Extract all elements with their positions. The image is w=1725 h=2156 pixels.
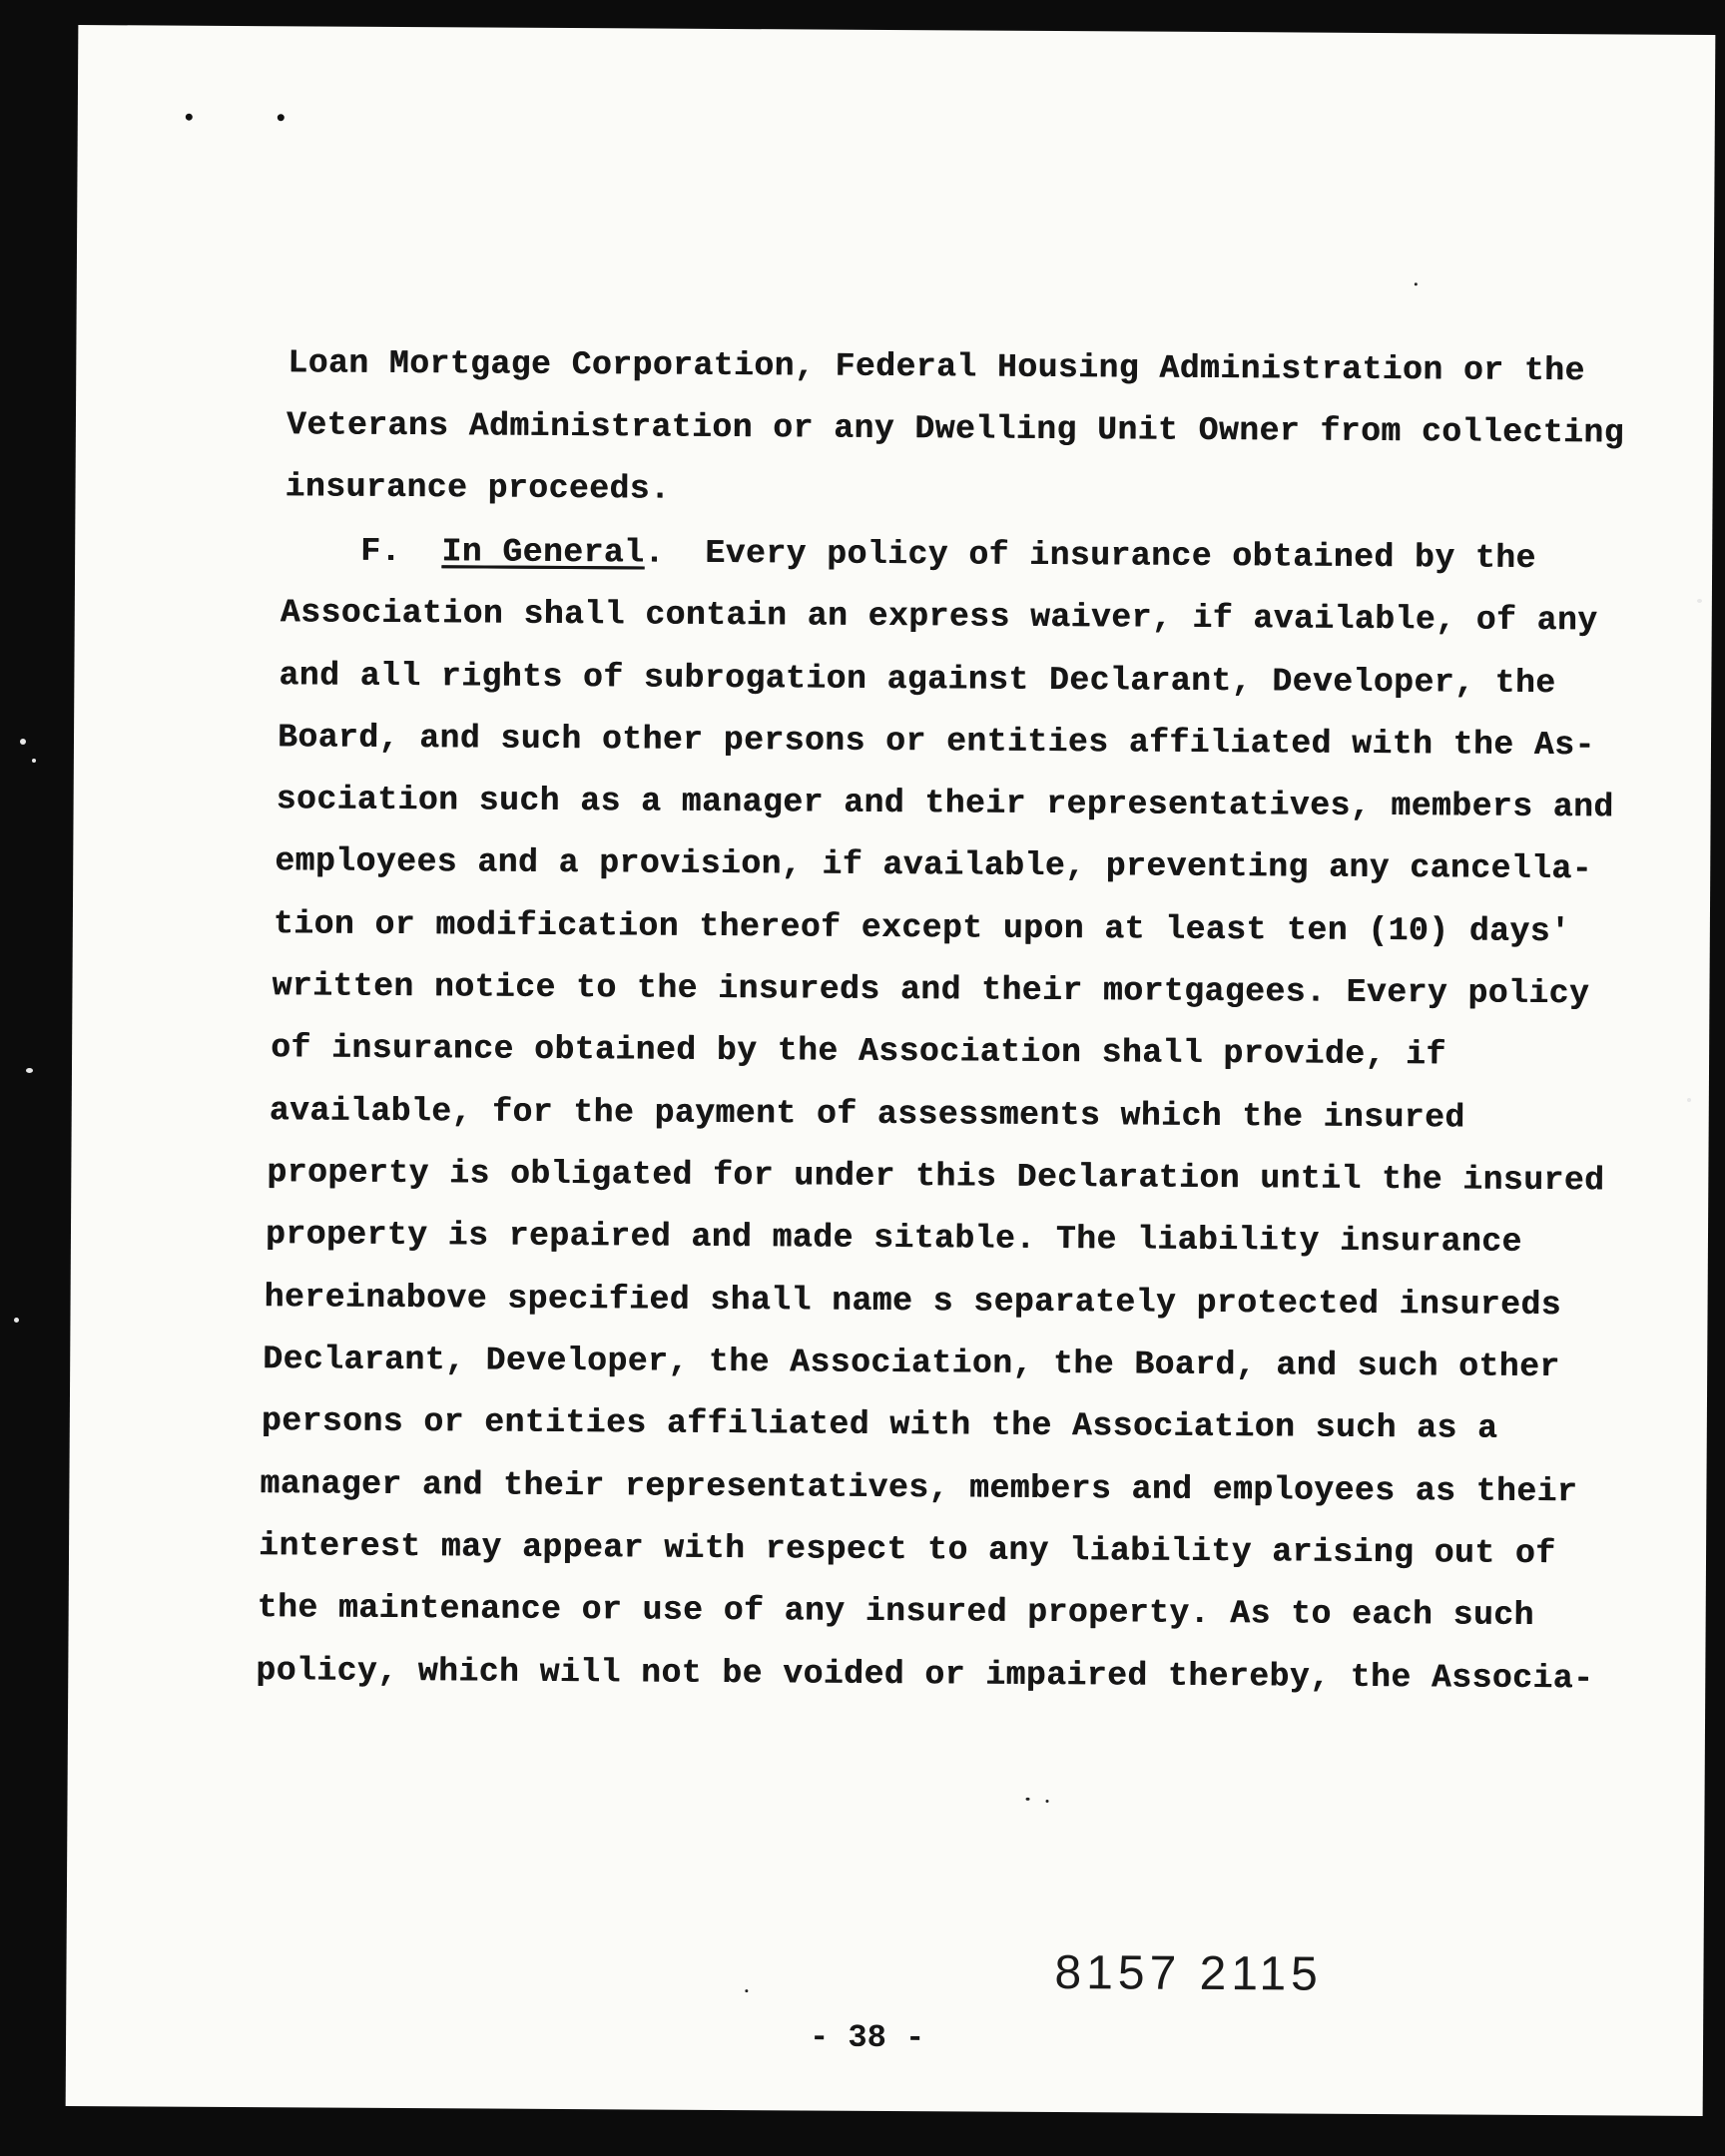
stamp-code: 8157 2115: [1054, 1946, 1323, 2001]
text-line: sociation such as a manager and their representatives, members and: [276, 781, 1614, 826]
scan-speck: [32, 759, 36, 763]
document-body: [78, 25, 1715, 1698]
section-heading: In General: [441, 533, 645, 572]
scan-speck: [745, 1989, 748, 1992]
punch-mark-left: [186, 114, 193, 121]
text-line: written notice to the insureds and their mortgagees. Every policy: [272, 967, 1590, 1013]
text-line: employees and a provision, if available, preventing any cancella-: [275, 842, 1593, 888]
scan-speck: [1687, 1098, 1691, 1102]
text-line: available, for the payment of assessments which the insured: [269, 1092, 1465, 1137]
text-line: Declarant, Developer, the Association, the Board, and such other: [263, 1341, 1560, 1386]
section-letter: F.: [360, 532, 401, 570]
section-heading-punct: .: [644, 534, 665, 572]
page-number: - 38 -: [809, 2018, 925, 2057]
text-line: Veterans Administration or any Dwelling Unit Owner from collecting: [286, 406, 1625, 452]
scan-speck: [20, 739, 26, 745]
text-line: property is obligated for under this Declaration until the insured: [267, 1154, 1605, 1200]
document-page: [66, 25, 1716, 2116]
text-line: Every policy of insurance obtained by the: [705, 534, 1536, 577]
text-line: and all rights of subrogation against Declarant, Developer, the: [279, 657, 1556, 703]
punch-mark-right: [278, 114, 285, 121]
scan-speck: [1046, 1800, 1049, 1803]
section-heading-line: [360, 532, 1536, 579]
text-line: hereinabove specified shall name s separately protected insureds: [264, 1279, 1562, 1325]
text-line: manager and their representatives, members and employees as their: [260, 1465, 1578, 1511]
text-line: interest may appear with respect to any liability arising out of: [258, 1527, 1556, 1573]
text-line: property is repaired and made sitable. The liability insurance: [265, 1216, 1522, 1261]
scan-speck: [1697, 599, 1702, 603]
scan-speck: [14, 1318, 19, 1323]
text-line: persons or entities affiliated with the Association such as a: [261, 1402, 1498, 1447]
scan-speck: [1026, 1798, 1030, 1801]
text-line: Association shall contain an express waiver, if available, of any: [280, 594, 1598, 640]
text-line: Board, and such other persons or entities affiliated with the As-: [277, 719, 1595, 765]
text-line: insurance proceeds.: [285, 468, 671, 508]
text-line: tion or modification thereof except upon at least ten (10) days': [273, 905, 1571, 951]
text-line: the maintenance or use of any insured property. As to each such: [257, 1589, 1534, 1634]
text-line: of insurance obtained by the Association shall provide, if: [271, 1029, 1446, 1074]
scan-speck: [26, 1068, 33, 1073]
scan-speck: [1415, 282, 1418, 285]
text-line: policy, which will not be voided or impaired thereby, the Associa-: [256, 1652, 1594, 1698]
text-line: Loan Mortgage Corporation, Federal Housing Administration or the: [288, 344, 1585, 390]
